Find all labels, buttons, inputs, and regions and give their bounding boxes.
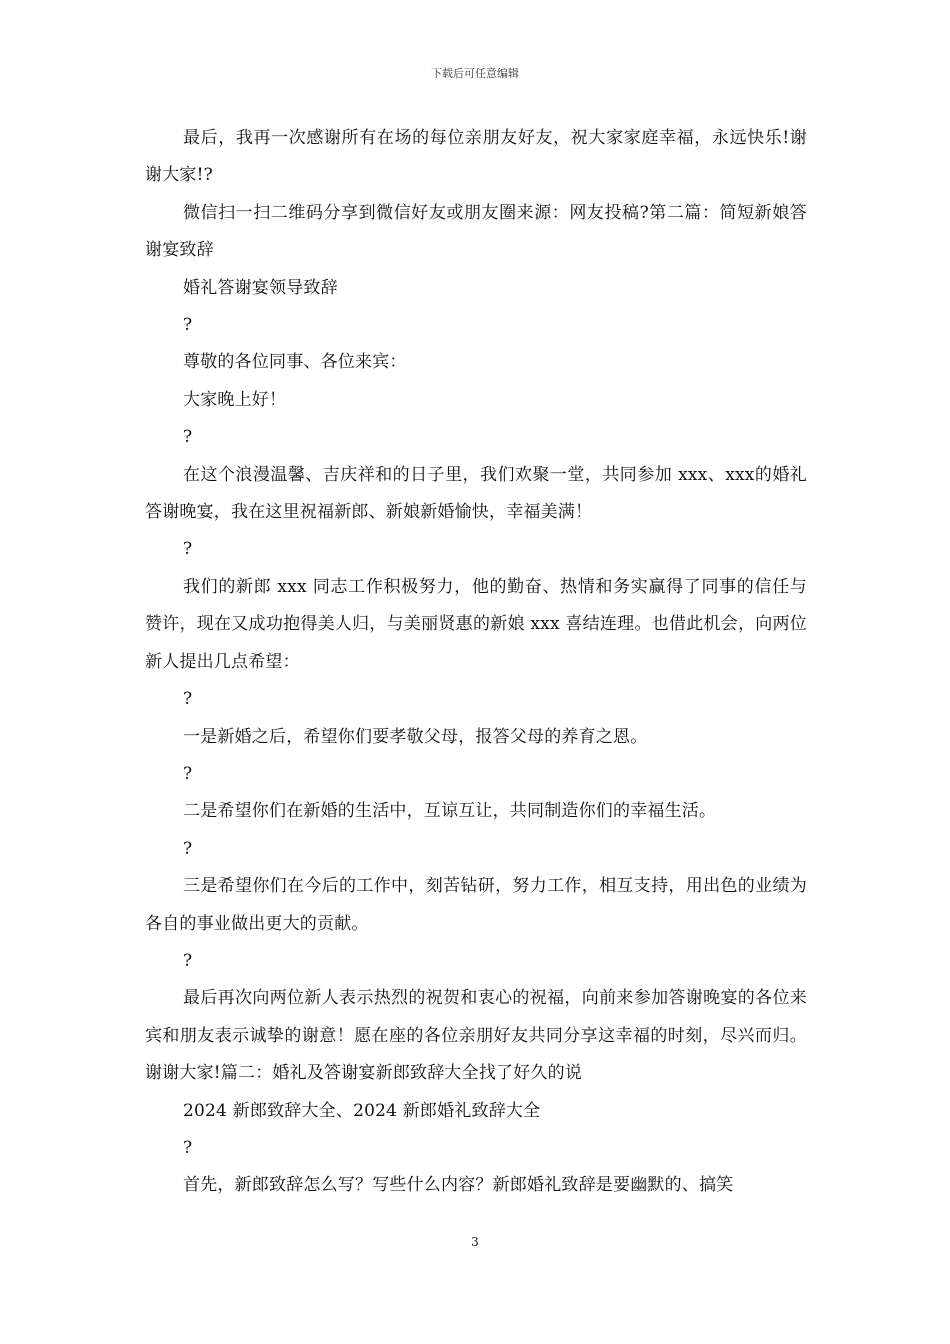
paragraph: 大家晚上好！	[183, 389, 287, 410]
paragraph: ?	[183, 950, 193, 971]
paragraph: 婚礼答谢宴领导致辞	[183, 277, 338, 298]
paragraph: ?	[183, 689, 193, 710]
paragraph: ?	[183, 838, 193, 859]
paragraph: 二是希望你们在新婚的生活中，互谅互让，共同制造你们的幸福生活。	[183, 801, 717, 822]
paragraph: 微信扫一扫二维码分享到微信好友或朋友圈来源：网友投稿?第二篇：简短新娘答谢宴致辞	[145, 202, 807, 261]
paragraph: 2024 新郎致辞大全、2024 新郎婚礼致辞大全	[183, 1100, 541, 1121]
paragraph: 最后再次向两位新人表示热烈的祝贺和衷心的祝福，向前来参加答谢晚宴的各位来宾和朋友表示诚挚的谢意！愿在座的各位亲朋好友共同分享这幸福的时刻，尽兴而归。谢谢大家!篇二：婚礼及答谢宴新郎致辞大全找了好久的说	[145, 988, 807, 1084]
paragraph: 一是新婚之后，希望你们要孝敬父母，报答父母的养育之恩。	[183, 726, 648, 747]
paragraph: ?	[183, 1137, 193, 1158]
document-body	[145, 120, 807, 1205]
paragraph: 尊敬的各位同事、各位来宾：	[183, 352, 407, 373]
paragraph: 我们的新郎 xxx 同志工作积极努力，他的勤奋、热情和务实赢得了同事的信任与赞许，现在又成功抱得美人归，与美丽贤惠的新娘 xxx 喜结连理。也借此机会，向两位新人提出几点希望：	[145, 576, 807, 672]
paragraph: ?	[183, 315, 193, 336]
paragraph: 三是希望你们在今后的工作中，刻苦钻研，努力工作，相互支持，用出色的业绩为各自的事业做出更大的贡献。	[145, 876, 807, 934]
page-header: 下载后可任意编辑	[431, 67, 519, 80]
paragraph: ?	[183, 763, 193, 784]
paragraph: 在这个浪漫温馨、吉庆祥和的日子里，我们欢聚一堂，共同参加 xxx、xxx的婚礼答谢晚宴，我在这里祝福新郎、新娘新婚愉快，幸福美满！	[145, 464, 807, 523]
page-number: 3	[471, 1235, 479, 1249]
paragraph: ?	[183, 539, 193, 560]
paragraph: ?	[183, 427, 193, 448]
paragraph: 首先，新郎致辞怎么写？写些什么内容？新郎婚礼致辞是要幽默的、搞笑	[183, 1175, 734, 1196]
paragraph: 最后，我再一次感谢所有在场的每位亲朋友好友，祝大家家庭幸福，永远快乐!谢谢大家!?	[145, 128, 807, 186]
